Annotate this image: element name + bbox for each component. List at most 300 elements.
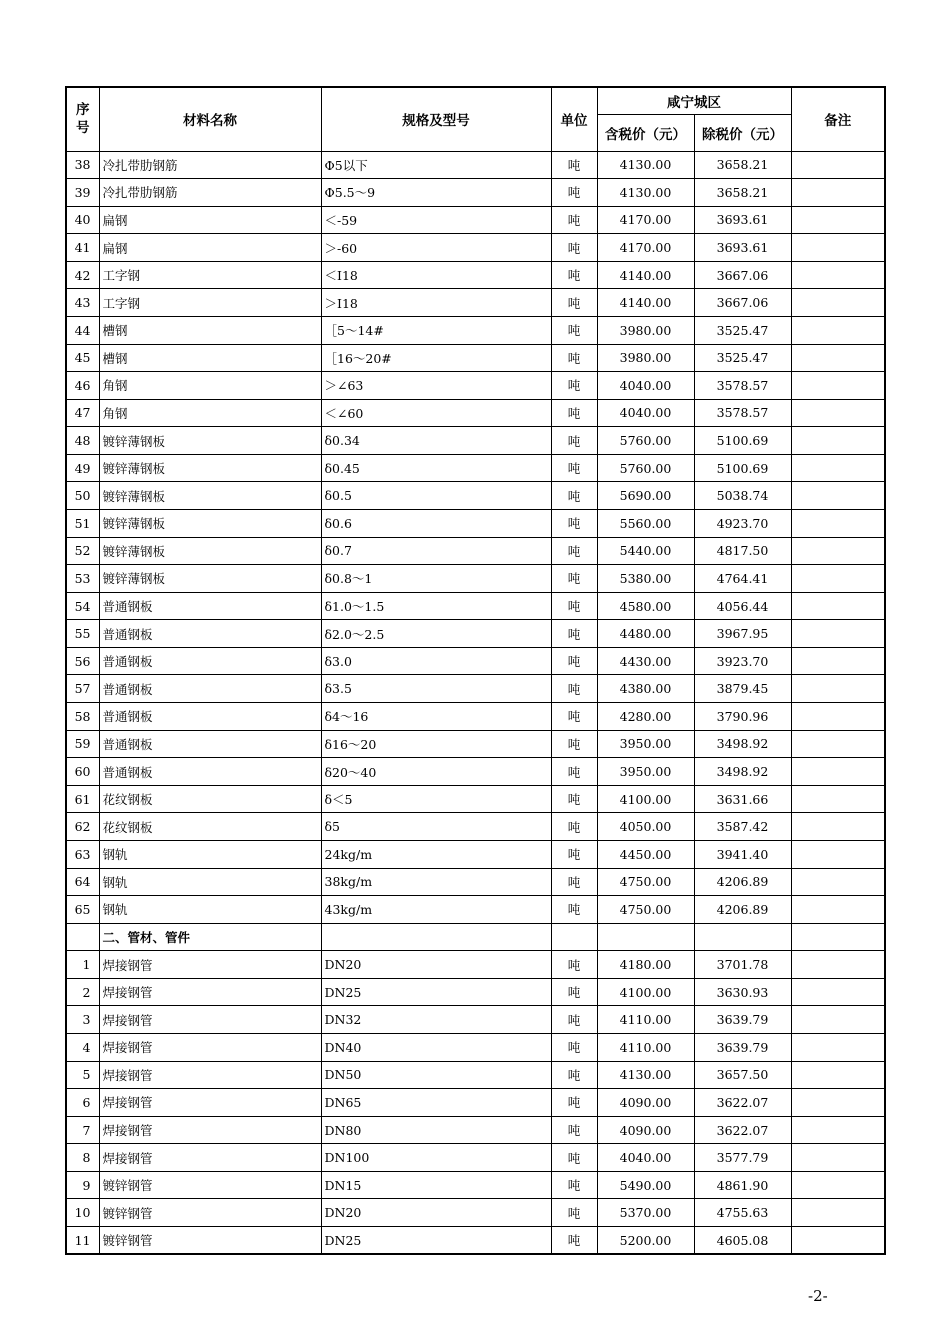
cell-material-name: 槽钢 (99, 316, 321, 344)
cell-material-name: 工字钢 (99, 289, 321, 317)
cell-no: 56 (66, 647, 99, 675)
cell-no: 58 (66, 703, 99, 731)
cell-remark (791, 923, 885, 951)
header-name: 材料名称 (99, 87, 321, 151)
cell-price-tax: 4430.00 (597, 647, 694, 675)
table-row (66, 565, 885, 593)
cell-no: 41 (66, 234, 99, 262)
cell-spec: 38kg/m (321, 868, 551, 896)
cell-price-notax: 3667.06 (694, 261, 791, 289)
cell-price-tax: 5760.00 (597, 427, 694, 455)
cell-no: 8 (66, 1144, 99, 1172)
cell-price-tax: 4130.00 (597, 179, 694, 207)
cell-price-tax: 5440.00 (597, 537, 694, 565)
cell-no: 5 (66, 1061, 99, 1089)
cell-price-notax: 5100.69 (694, 454, 791, 482)
cell-material-name: 扁钢 (99, 234, 321, 262)
cell-no: 54 (66, 592, 99, 620)
cell-spec: δ4～16 (321, 703, 551, 731)
cell-unit: 吨 (551, 951, 597, 979)
table-row (66, 1116, 885, 1144)
cell-price-notax: 4056.44 (694, 592, 791, 620)
cell-unit: 吨 (551, 620, 597, 648)
cell-remark (791, 1061, 885, 1089)
cell-price-tax: 4050.00 (597, 813, 694, 841)
cell-price-notax: 5100.69 (694, 427, 791, 455)
cell-price-tax: 4040.00 (597, 372, 694, 400)
cell-price-notax: 3967.95 (694, 620, 791, 648)
cell-remark (791, 785, 885, 813)
cell-remark (791, 427, 885, 455)
cell-spec: δ0.7 (321, 537, 551, 565)
table-row (66, 234, 885, 262)
cell-price-notax: 3622.07 (694, 1116, 791, 1144)
table-row (66, 703, 885, 731)
cell-spec: δ0.5 (321, 482, 551, 510)
cell-no: 1 (66, 951, 99, 979)
cell-no: 6 (66, 1089, 99, 1117)
cell-material-name: 钢轨 (99, 840, 321, 868)
cell-material-name: 钢轨 (99, 896, 321, 924)
cell-remark (791, 1227, 885, 1255)
cell-price-tax: 5370.00 (597, 1199, 694, 1227)
cell-no: 3 (66, 1006, 99, 1034)
cell-spec: ［5～14# (321, 316, 551, 344)
cell-unit (551, 923, 597, 951)
cell-price-tax: 4090.00 (597, 1089, 694, 1117)
table-row (66, 179, 885, 207)
cell-remark (791, 537, 885, 565)
cell-spec: DN80 (321, 1116, 551, 1144)
cell-price-tax: 5490.00 (597, 1171, 694, 1199)
cell-material-name: 焊接钢管 (99, 978, 321, 1006)
cell-no: 59 (66, 730, 99, 758)
cell-material-name: 镀锌薄钢板 (99, 537, 321, 565)
cell-no: 60 (66, 758, 99, 786)
cell-price-tax: 4750.00 (597, 896, 694, 924)
cell-no: 44 (66, 316, 99, 344)
cell-unit: 吨 (551, 1034, 597, 1062)
cell-no (66, 923, 99, 951)
cell-remark (791, 620, 885, 648)
cell-price-notax (694, 923, 791, 951)
cell-remark (791, 454, 885, 482)
cell-unit: 吨 (551, 427, 597, 455)
cell-price-notax: 5038.74 (694, 482, 791, 510)
cell-material-name: 焊接钢管 (99, 1144, 321, 1172)
cell-price-notax: 3578.57 (694, 372, 791, 400)
cell-remark (791, 261, 885, 289)
cell-unit: 吨 (551, 647, 597, 675)
cell-price-tax: 5760.00 (597, 454, 694, 482)
table-row (66, 1199, 885, 1227)
cell-spec: δ3.5 (321, 675, 551, 703)
cell-spec: DN25 (321, 1227, 551, 1255)
cell-spec: δ3.0 (321, 647, 551, 675)
cell-no: 2 (66, 978, 99, 1006)
table-row (66, 1034, 885, 1062)
cell-remark (791, 399, 885, 427)
cell-unit: 吨 (551, 206, 597, 234)
cell-unit: 吨 (551, 151, 597, 179)
cell-price-tax: 5380.00 (597, 565, 694, 593)
table-row (66, 813, 885, 841)
cell-unit: 吨 (551, 234, 597, 262)
cell-unit: 吨 (551, 592, 597, 620)
table-row (66, 978, 885, 1006)
cell-material-name: 焊接钢管 (99, 1089, 321, 1117)
cell-no: 63 (66, 840, 99, 868)
cell-unit: 吨 (551, 978, 597, 1006)
cell-spec: DN20 (321, 1199, 551, 1227)
table-row (66, 840, 885, 868)
cell-unit: 吨 (551, 261, 597, 289)
cell-remark (791, 1089, 885, 1117)
cell-price-tax: 4170.00 (597, 206, 694, 234)
cell-remark (791, 868, 885, 896)
cell-spec: DN65 (321, 1089, 551, 1117)
cell-unit: 吨 (551, 565, 597, 593)
cell-material-name: 槽钢 (99, 344, 321, 372)
cell-price-tax: 4100.00 (597, 978, 694, 1006)
cell-spec: ＜Ⅰ18 (321, 261, 551, 289)
cell-no: 10 (66, 1199, 99, 1227)
cell-price-notax: 3923.70 (694, 647, 791, 675)
cell-unit: 吨 (551, 482, 597, 510)
cell-material-name: 钢轨 (99, 868, 321, 896)
header-unit: 单位 (551, 87, 597, 151)
cell-material-name: 工字钢 (99, 261, 321, 289)
cell-remark (791, 1144, 885, 1172)
cell-unit: 吨 (551, 1089, 597, 1117)
cell-material-name: 镀锌钢管 (99, 1171, 321, 1199)
cell-price-tax: 4140.00 (597, 261, 694, 289)
cell-price-notax: 3578.57 (694, 399, 791, 427)
cell-spec: DN15 (321, 1171, 551, 1199)
cell-spec: 24kg/m (321, 840, 551, 868)
cell-unit: 吨 (551, 1199, 597, 1227)
cell-material-name: 角钢 (99, 372, 321, 400)
cell-price-tax: 3980.00 (597, 316, 694, 344)
cell-spec: δ2.0～2.5 (321, 620, 551, 648)
cell-material-name: 花纹钢板 (99, 785, 321, 813)
cell-remark (791, 179, 885, 207)
cell-remark (791, 482, 885, 510)
table-row (66, 206, 885, 234)
table-row (66, 261, 885, 289)
cell-unit: 吨 (551, 1227, 597, 1255)
table-row (66, 510, 885, 538)
cell-remark (791, 1116, 885, 1144)
cell-remark (791, 951, 885, 979)
table-row (66, 675, 885, 703)
cell-no: 9 (66, 1171, 99, 1199)
cell-no: 65 (66, 896, 99, 924)
cell-spec: ＞-60 (321, 234, 551, 262)
cell-price-tax: 4280.00 (597, 703, 694, 731)
cell-price-tax: 4380.00 (597, 675, 694, 703)
cell-price-notax: 3622.07 (694, 1089, 791, 1117)
cell-no: 38 (66, 151, 99, 179)
cell-spec: δ0.34 (321, 427, 551, 455)
table-row (66, 454, 885, 482)
cell-unit: 吨 (551, 1171, 597, 1199)
table-row (66, 1171, 885, 1199)
table-row (66, 316, 885, 344)
header-price-tax: 含税价（元） (597, 114, 694, 151)
cell-price-notax: 3639.79 (694, 1034, 791, 1062)
table-row (66, 289, 885, 317)
cell-price-tax: 4580.00 (597, 592, 694, 620)
cell-price-tax: 4110.00 (597, 1034, 694, 1062)
cell-price-tax: 4450.00 (597, 840, 694, 868)
cell-remark (791, 896, 885, 924)
cell-remark (791, 1006, 885, 1034)
cell-price-tax: 3980.00 (597, 344, 694, 372)
cell-price-notax: 3630.93 (694, 978, 791, 1006)
cell-price-tax: 4130.00 (597, 1061, 694, 1089)
cell-remark (791, 730, 885, 758)
cell-price-notax: 3693.61 (694, 234, 791, 262)
cell-unit: 吨 (551, 758, 597, 786)
cell-spec (321, 923, 551, 951)
cell-no: 55 (66, 620, 99, 648)
cell-remark (791, 372, 885, 400)
cell-spec: DN32 (321, 1006, 551, 1034)
table-row (66, 1227, 885, 1255)
cell-no: 64 (66, 868, 99, 896)
cell-no: 49 (66, 454, 99, 482)
cell-unit: 吨 (551, 785, 597, 813)
cell-price-tax: 4110.00 (597, 1006, 694, 1034)
cell-material-name: 普通钢板 (99, 703, 321, 731)
cell-price-tax: 4140.00 (597, 289, 694, 317)
cell-material-name: 普通钢板 (99, 592, 321, 620)
header-region: 咸宁城区 (597, 87, 791, 114)
cell-remark (791, 565, 885, 593)
cell-price-tax: 4040.00 (597, 399, 694, 427)
cell-material-name: 普通钢板 (99, 620, 321, 648)
cell-spec: DN20 (321, 951, 551, 979)
cell-unit: 吨 (551, 179, 597, 207)
cell-no: 43 (66, 289, 99, 317)
cell-remark (791, 316, 885, 344)
cell-remark (791, 592, 885, 620)
cell-material-name: 扁钢 (99, 206, 321, 234)
cell-remark (791, 1199, 885, 1227)
cell-remark (791, 510, 885, 538)
cell-price-notax: 4861.90 (694, 1171, 791, 1199)
section-row (66, 923, 885, 951)
cell-material-name: 普通钢板 (99, 647, 321, 675)
cell-unit: 吨 (551, 1061, 597, 1089)
cell-unit: 吨 (551, 537, 597, 565)
cell-material-name: 二、管材、管件 (99, 923, 321, 951)
cell-price-notax: 3790.96 (694, 703, 791, 731)
cell-unit: 吨 (551, 675, 597, 703)
cell-spec: DN25 (321, 978, 551, 1006)
table-body (66, 151, 885, 1254)
cell-price-notax: 3525.47 (694, 316, 791, 344)
cell-material-name: 焊接钢管 (99, 1006, 321, 1034)
cell-unit: 吨 (551, 372, 597, 400)
table-row (66, 537, 885, 565)
table-row (66, 372, 885, 400)
cell-unit: 吨 (551, 1116, 597, 1144)
cell-remark (791, 344, 885, 372)
cell-spec: δ0.45 (321, 454, 551, 482)
cell-unit: 吨 (551, 289, 597, 317)
cell-remark (791, 978, 885, 1006)
header-no: 序号 (66, 87, 99, 151)
cell-remark (791, 758, 885, 786)
cell-material-name: 焊接钢管 (99, 951, 321, 979)
cell-price-notax: 4605.08 (694, 1227, 791, 1255)
cell-price-tax: 4180.00 (597, 951, 694, 979)
cell-spec: δ5 (321, 813, 551, 841)
table-row (66, 758, 885, 786)
cell-price-notax: 3587.42 (694, 813, 791, 841)
cell-no: 52 (66, 537, 99, 565)
table-row (66, 896, 885, 924)
cell-material-name: 镀锌钢管 (99, 1227, 321, 1255)
cell-spec: δ16～20 (321, 730, 551, 758)
cell-material-name: 镀锌薄钢板 (99, 510, 321, 538)
cell-price-tax: 3950.00 (597, 730, 694, 758)
cell-price-notax: 3701.78 (694, 951, 791, 979)
cell-spec: ＞∠63 (321, 372, 551, 400)
cell-spec: δ20～40 (321, 758, 551, 786)
cell-material-name: 镀锌薄钢板 (99, 427, 321, 455)
table-row (66, 427, 885, 455)
cell-price-tax: 4090.00 (597, 1116, 694, 1144)
cell-price-notax: 4206.89 (694, 896, 791, 924)
cell-unit: 吨 (551, 840, 597, 868)
header-remark: 备注 (791, 87, 885, 151)
cell-remark (791, 675, 885, 703)
cell-price-notax: 4817.50 (694, 537, 791, 565)
cell-no: 48 (66, 427, 99, 455)
cell-unit: 吨 (551, 454, 597, 482)
table-row (66, 1089, 885, 1117)
cell-material-name: 普通钢板 (99, 758, 321, 786)
cell-material-name: 焊接钢管 (99, 1116, 321, 1144)
cell-price-tax: 4130.00 (597, 151, 694, 179)
cell-price-tax: 4040.00 (597, 1144, 694, 1172)
table-row (66, 785, 885, 813)
cell-price-notax: 4755.63 (694, 1199, 791, 1227)
cell-no: 39 (66, 179, 99, 207)
cell-spec: δ1.0～1.5 (321, 592, 551, 620)
cell-unit: 吨 (551, 868, 597, 896)
cell-remark (791, 234, 885, 262)
cell-remark (791, 1171, 885, 1199)
cell-remark (791, 206, 885, 234)
cell-spec: ＞Ⅰ18 (321, 289, 551, 317)
table-row (66, 951, 885, 979)
cell-price-notax: 3577.79 (694, 1144, 791, 1172)
cell-material-name: 焊接钢管 (99, 1061, 321, 1089)
cell-price-notax: 3525.47 (694, 344, 791, 372)
cell-no: 45 (66, 344, 99, 372)
cell-material-name: 镀锌薄钢板 (99, 454, 321, 482)
cell-spec: ＜∠60 (321, 399, 551, 427)
cell-material-name: 花纹钢板 (99, 813, 321, 841)
table-row (66, 1006, 885, 1034)
cell-material-name: 镀锌钢管 (99, 1199, 321, 1227)
table-row (66, 730, 885, 758)
cell-price-notax: 3667.06 (694, 289, 791, 317)
cell-unit: 吨 (551, 730, 597, 758)
material-price-table (65, 86, 886, 1255)
cell-price-tax: 5200.00 (597, 1227, 694, 1255)
table-row (66, 868, 885, 896)
cell-material-name: 冷扎带肋钢筋 (99, 179, 321, 207)
cell-price-tax: 5560.00 (597, 510, 694, 538)
cell-no: 4 (66, 1034, 99, 1062)
table-row (66, 399, 885, 427)
cell-unit: 吨 (551, 316, 597, 344)
cell-price-notax: 3693.61 (694, 206, 791, 234)
cell-material-name: 镀锌薄钢板 (99, 482, 321, 510)
cell-remark (791, 1034, 885, 1062)
table-row (66, 482, 885, 510)
cell-unit: 吨 (551, 399, 597, 427)
cell-spec: Φ5.5～9 (321, 179, 551, 207)
table-row (66, 1061, 885, 1089)
cell-no: 47 (66, 399, 99, 427)
cell-remark (791, 840, 885, 868)
cell-no: 57 (66, 675, 99, 703)
cell-spec: δ0.6 (321, 510, 551, 538)
cell-remark (791, 151, 885, 179)
table-row (66, 647, 885, 675)
cell-price-tax: 4750.00 (597, 868, 694, 896)
cell-spec: ＜-59 (321, 206, 551, 234)
cell-price-notax: 3631.66 (694, 785, 791, 813)
cell-price-notax: 3498.92 (694, 730, 791, 758)
table-row (66, 592, 885, 620)
cell-unit: 吨 (551, 510, 597, 538)
header-price-notax: 除税价（元） (694, 114, 791, 151)
cell-no: 42 (66, 261, 99, 289)
cell-material-name: 普通钢板 (99, 730, 321, 758)
cell-remark (791, 813, 885, 841)
cell-remark (791, 289, 885, 317)
cell-price-notax: 3639.79 (694, 1006, 791, 1034)
cell-price-tax: 3950.00 (597, 758, 694, 786)
header-spec: 规格及型号 (321, 87, 551, 151)
cell-no: 11 (66, 1227, 99, 1255)
cell-price-notax: 3879.45 (694, 675, 791, 703)
cell-price-tax: 4480.00 (597, 620, 694, 648)
cell-spec: δ0.8～1 (321, 565, 551, 593)
cell-material-name: 镀锌薄钢板 (99, 565, 321, 593)
table-row (66, 344, 885, 372)
cell-price-tax: 5690.00 (597, 482, 694, 510)
cell-spec: ［16～20# (321, 344, 551, 372)
cell-no: 40 (66, 206, 99, 234)
cell-spec: DN100 (321, 1144, 551, 1172)
cell-material-name: 焊接钢管 (99, 1034, 321, 1062)
cell-unit: 吨 (551, 1006, 597, 1034)
cell-price-tax: 4100.00 (597, 785, 694, 813)
cell-unit: 吨 (551, 896, 597, 924)
cell-spec: δ＜5 (321, 785, 551, 813)
cell-spec: DN50 (321, 1061, 551, 1089)
cell-remark (791, 647, 885, 675)
cell-price-tax: 4170.00 (597, 234, 694, 262)
